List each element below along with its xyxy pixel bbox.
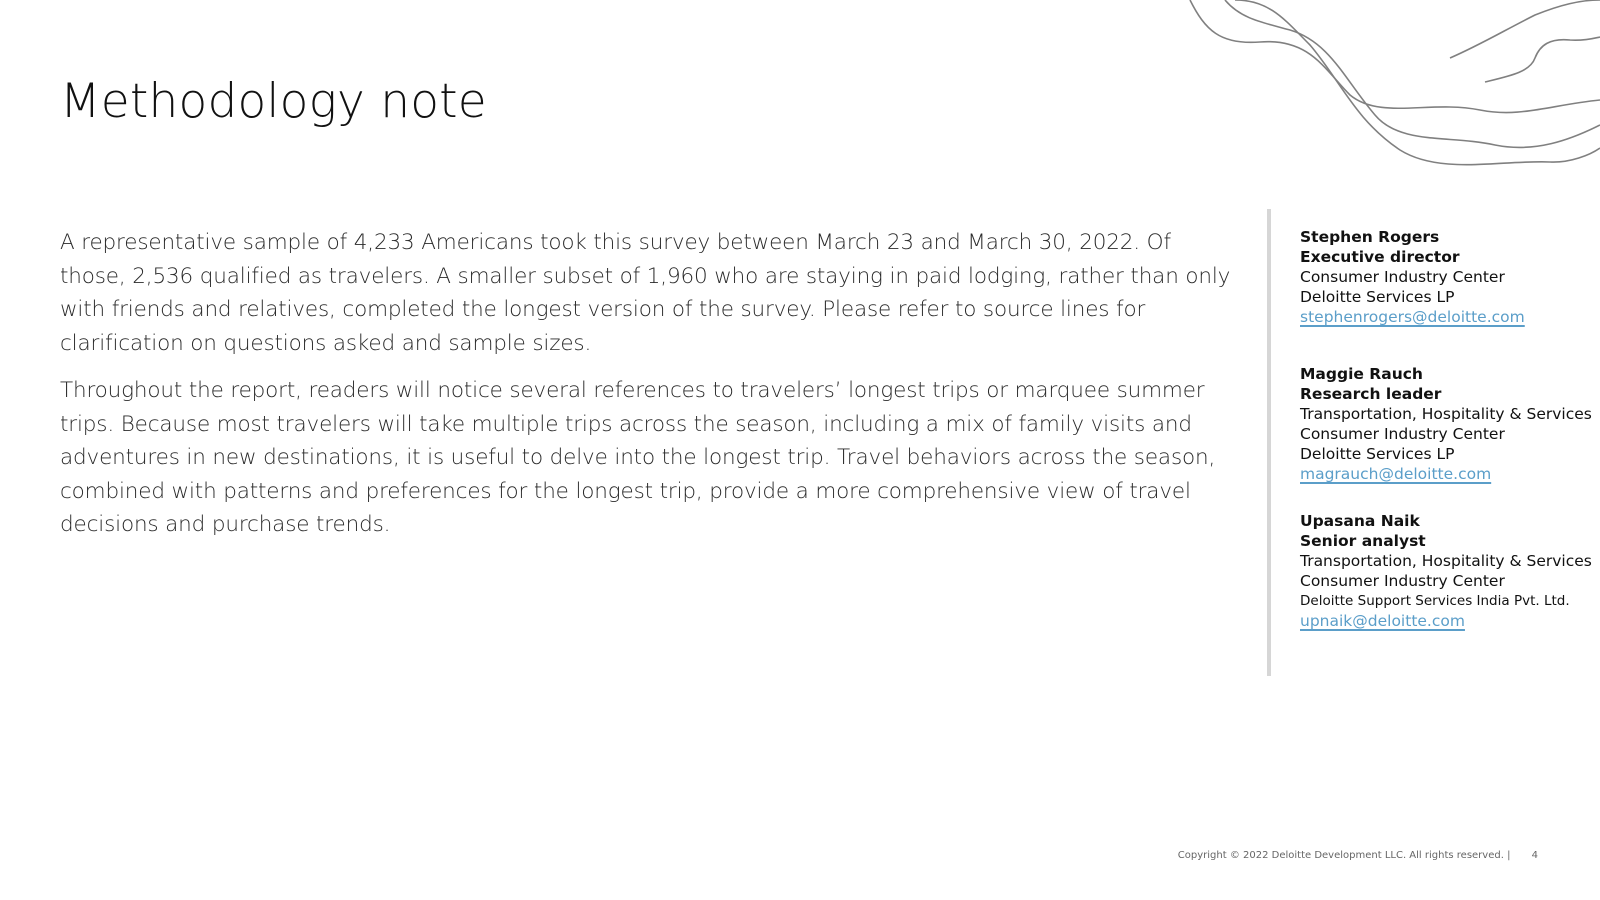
page-title: Methodology note <box>60 74 487 129</box>
contact-card <box>1300 511 1595 631</box>
contact-center: Consumer Industry Center <box>1300 268 1505 286</box>
contact-name: Upasana Naik <box>1300 512 1420 530</box>
contact-center: Consumer Industry Center <box>1300 425 1505 443</box>
contact-role: Executive director <box>1300 248 1460 266</box>
contact-email-link[interactable]: magrauch@deloitte.com <box>1300 465 1492 483</box>
methodology-body <box>60 226 1240 556</box>
contact-center: Consumer Industry Center <box>1300 572 1505 590</box>
contact-name: Stephen Rogers <box>1300 228 1440 246</box>
contact-card <box>1300 227 1595 327</box>
contact-company: Deloitte Services LP <box>1300 445 1455 463</box>
contact-company: Deloitte Services LP <box>1300 288 1455 306</box>
page-number: 4 <box>1531 850 1538 861</box>
contact-email-link[interactable]: stephenrogers@deloitte.com <box>1300 308 1525 326</box>
contact-name: Maggie Rauch <box>1300 365 1423 383</box>
contact-email-link[interactable]: upnaik@deloitte.com <box>1300 612 1465 630</box>
contact-division: Transportation, Hospitality & Services <box>1300 552 1592 570</box>
vertical-divider <box>1267 209 1271 676</box>
copyright-text: Copyright © 2022 Deloitte Development LLC. All rights reserved. | <box>1177 850 1511 861</box>
contact-company: Deloitte Support Services India Pvt. Ltd. <box>1300 593 1570 609</box>
contacts-panel <box>1300 227 1595 631</box>
body-paragraph: Throughout the report, readers will notice several references to travelers’ longest trips or marquee summer trips. Because most travelers will take multiple trips across the season, including a mix of family visits and adventures in new destinations, it is useful to delve into the longest trip. Travel behaviors across the season, combined with patterns and preferences for the longest trip, provide a more comprehensive view of travel decisions and purchase trends. <box>60 378 1216 537</box>
contact-role: Senior analyst <box>1300 532 1426 550</box>
contact-division: Transportation, Hospitality & Services <box>1300 405 1592 423</box>
contact-role: Research leader <box>1300 385 1442 403</box>
body-paragraph: A representative sample of 4,233 Americans took this survey between March 23 and March 30, 2022. Of those, 2,536 qualified as travelers. A smaller subset of 1,960 who are staying in paid lodging, rather than only with friends and relatives, completed the longest version of the survey. Please refer to source lines for clarification on questions asked and sample sizes. <box>60 230 1231 356</box>
footer <box>1178 850 1538 861</box>
topographic-lines-decoration <box>1150 0 1600 175</box>
contact-card <box>1300 364 1595 484</box>
